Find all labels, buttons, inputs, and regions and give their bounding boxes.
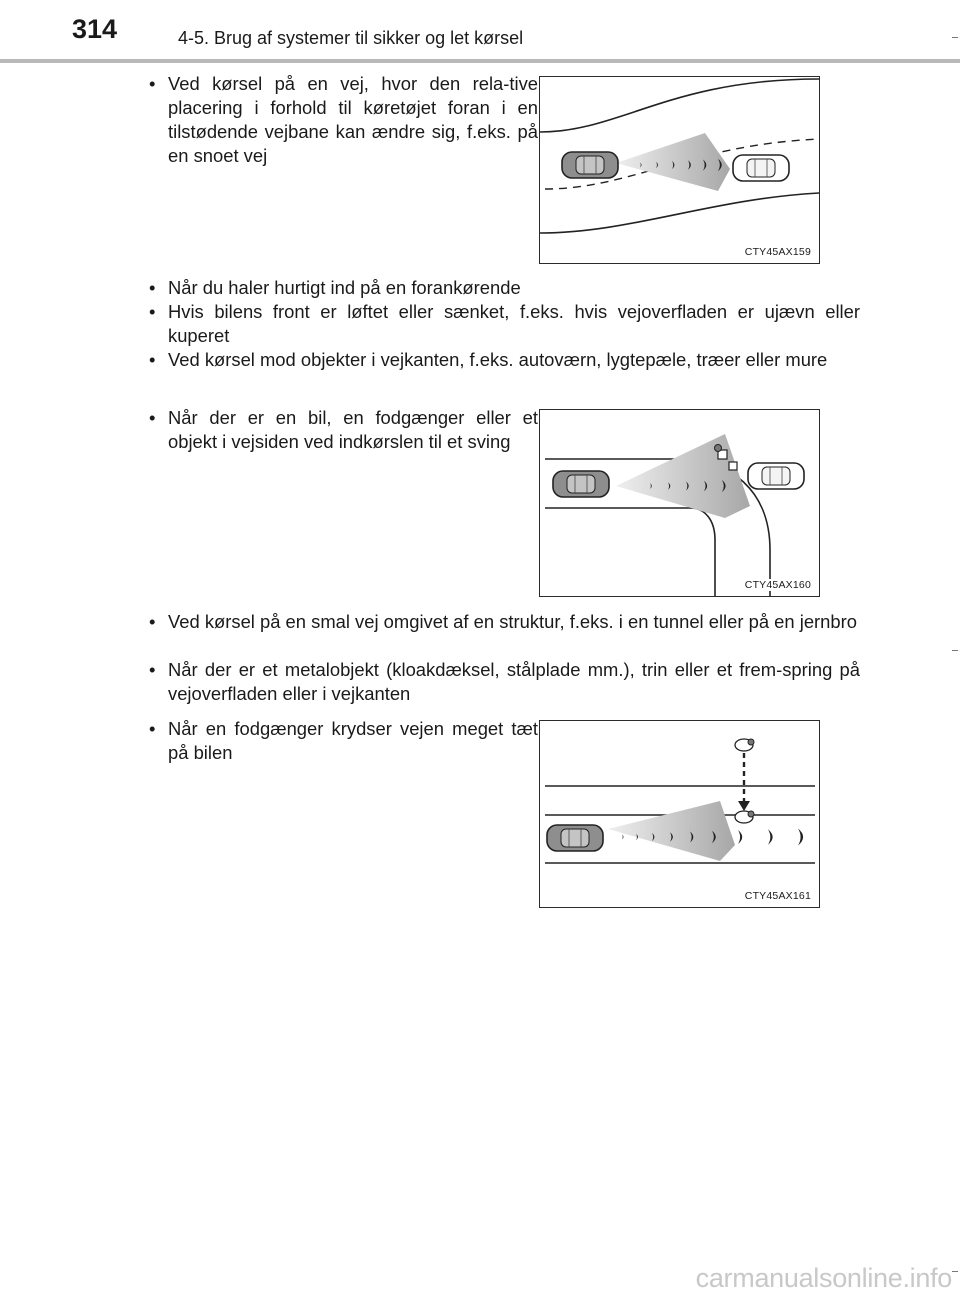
figure-label: CTY45AX160 [744,579,811,591]
watermark: carmanualsonline.info [695,1263,952,1293]
bullet-item: • Ved kørsel på en vej, hvor den rela-tive placering i forhold til køretøjet foran i en tilstødende vejbane kan ændre sig, f.eks. på en snoet vej [146,72,538,168]
header-divider [0,59,960,63]
margin-tick [952,1271,958,1272]
margin-tick [952,37,958,38]
bullet-item: • Når en fodgænger krydser vejen meget tæt på bilen [146,717,538,765]
bullet-item: • Ved kørsel mod objekter i vejkanten, f.eks. autoværn, lygtepæle, træer eller mure [146,348,860,372]
figure-label: CTY45AX161 [744,890,811,902]
bullet-item: • Ved kørsel på en smal vej omgivet af en struktur, f.eks. i en tunnel eller på en jernbro [146,610,860,634]
figure-label: CTY45AX159 [744,246,811,258]
bullet-item: • Når der er et metalobjekt (kloakdæksel, stålplade mm.), trin eller et frem-spring på vejoverfladen eller i vejkanten [146,658,860,706]
bullet-item: • Når du haler hurtigt ind på en forankørende [146,276,860,300]
figure-curve-entrance [539,409,820,597]
page-number: 314 [72,14,118,44]
bullet-item: • Når der er en bil, en fodgænger eller et objekt i vejsiden ved indkørslen til et sving [146,406,538,454]
bullet-item: • Hvis bilens front er løftet eller sænket, f.eks. hvis vejoverfladen er ujævn eller kuperet [146,300,860,348]
margin-tick [952,650,958,651]
section-title: 4-5. Brug af systemer til sikker og let kørsel [178,28,524,48]
figure-winding-road [539,76,820,264]
figure-pedestrian-crossing [539,720,820,908]
